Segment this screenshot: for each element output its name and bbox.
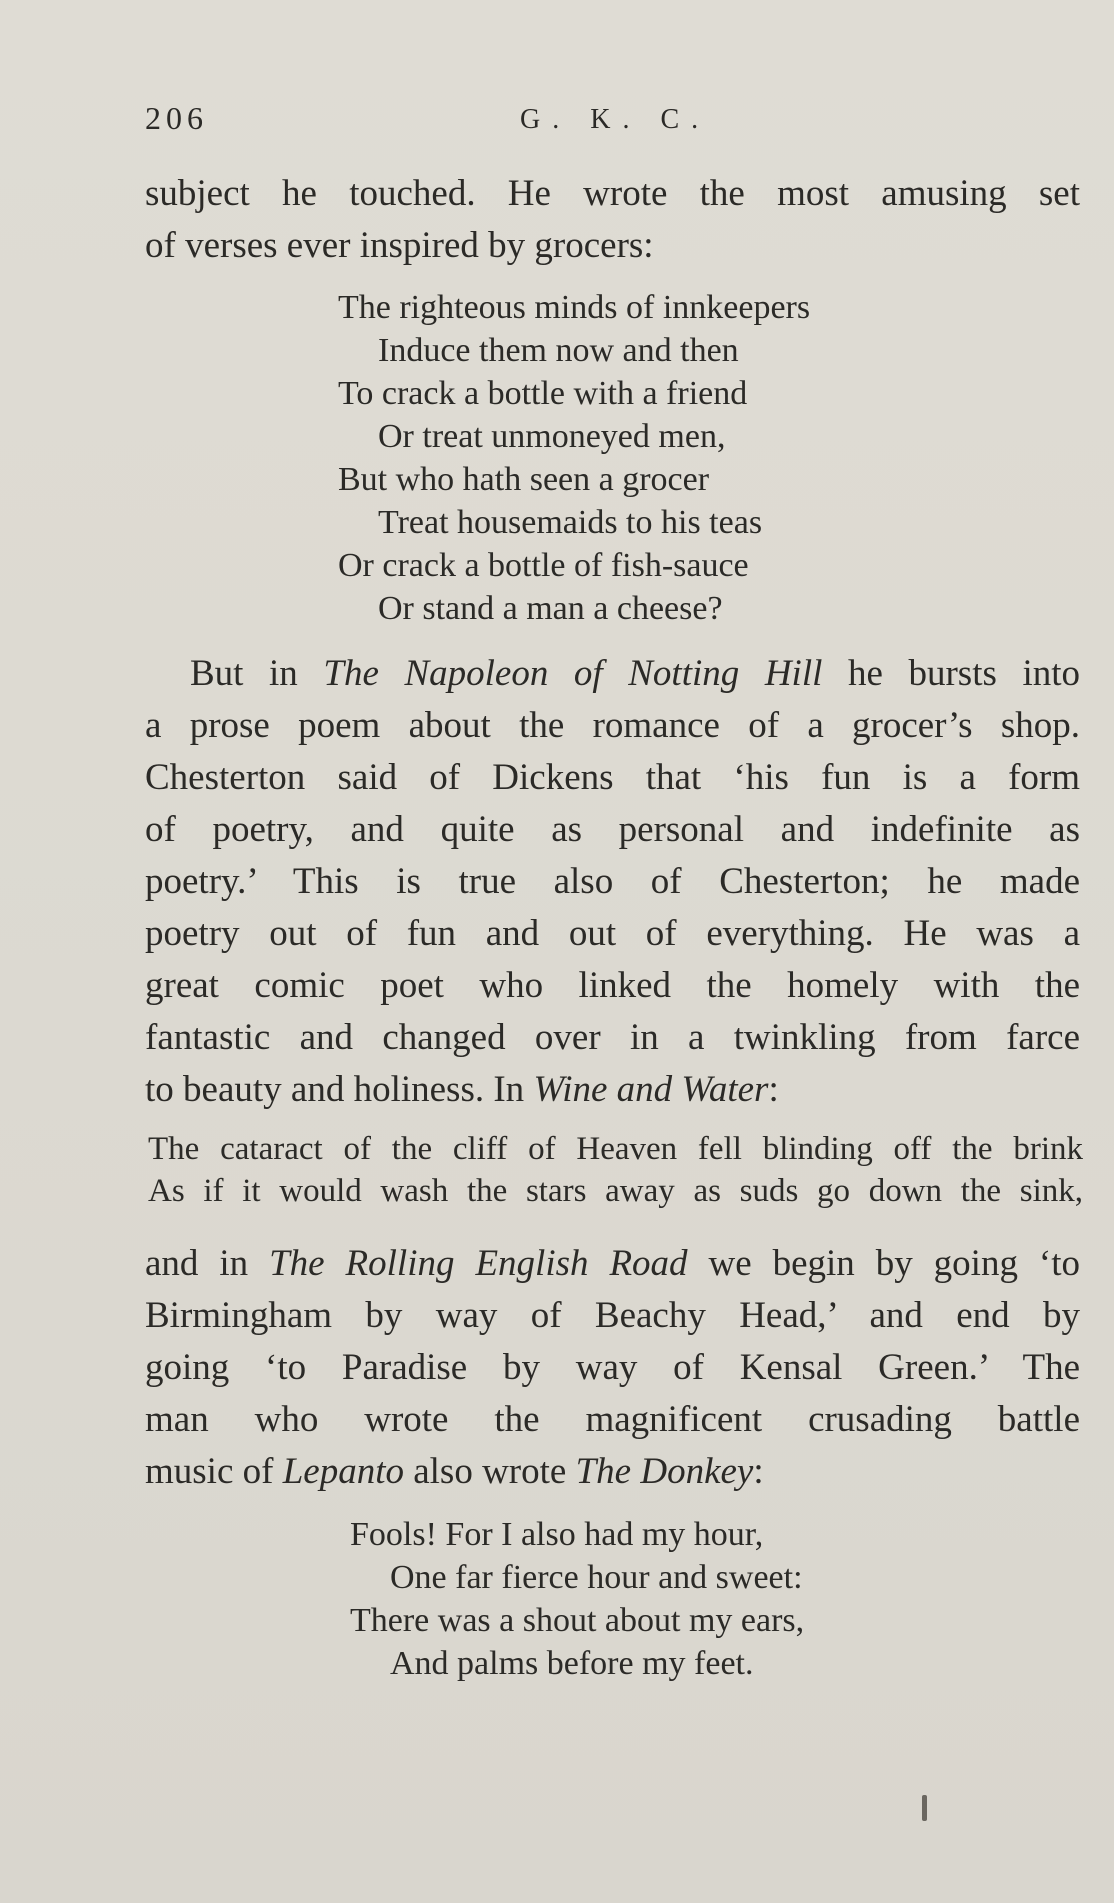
verse-line: One far fierce hour and sweet:: [390, 1559, 803, 1596]
verse-line: But who hath seen a grocer: [338, 461, 710, 498]
text-line: of poetry, and quite as personal and indefinite as: [145, 809, 1080, 850]
verse-line: And palms before my feet.: [390, 1645, 754, 1682]
verse-line: Treat housemaids to his teas: [378, 504, 763, 541]
italic-title: The Napoleon of Notting Hill: [323, 653, 823, 694]
body-paragraph: [145, 648, 1080, 1116]
italic-title: Wine and Water: [533, 1069, 769, 1110]
verse-line: Induce them now and then: [378, 332, 739, 369]
verse-line: Or crack a bottle of fish-sauce: [338, 547, 749, 584]
verse-grocers: [338, 286, 810, 630]
text-line: subject he touched. He wrote the most amusing set: [145, 173, 1080, 214]
text-line: fantastic and changed over in a twinkling from farce: [145, 1017, 1080, 1058]
verse-line: Or stand a man a cheese?: [378, 590, 723, 627]
intro-paragraph: [145, 168, 1080, 272]
italic-title: The Donkey: [575, 1451, 754, 1492]
body-paragraph: [145, 1238, 1080, 1498]
verse-line: There was a shout about my ears,: [350, 1602, 805, 1639]
page-header: [145, 100, 1015, 150]
quote-line: As if it would wash the stars away as suds go down the sink,: [148, 1173, 1083, 1209]
text-line: great comic poet who linked the homely with the: [145, 965, 1080, 1006]
verse-donkey: [350, 1513, 804, 1685]
verse-line: Fools! For I also had my hour,: [350, 1516, 764, 1553]
verse-line: To crack a bottle with a friend: [338, 375, 748, 412]
verse-line: Or treat unmoneyed men,: [378, 418, 726, 455]
italic-title: The Rolling English Road: [269, 1243, 688, 1284]
text-line: But in The Napoleon of Notting Hill he bursts into: [190, 653, 1081, 694]
text-line: a prose poem about the romance of a grocer’s shop.: [145, 705, 1080, 746]
text-line: going ‘to Paradise by way of Kensal Green.’ The: [145, 1347, 1080, 1388]
page-number: 206: [145, 100, 208, 136]
text-line: poetry.’ This is true also of Chesterton; he made: [145, 861, 1080, 902]
verse-line: The righteous minds of innkeepers: [338, 289, 811, 326]
text-line: music of Lepanto also wrote The Donkey:: [145, 1451, 764, 1492]
quote-wine-and-water: [148, 1128, 1083, 1212]
text-line: Chesterton said of Dickens that ‘his fun is a form: [145, 757, 1080, 798]
text-line: poetry out of fun and out of everything. He was a: [145, 913, 1080, 954]
print-mark: [922, 1795, 927, 1821]
quote-line: The cataract of the cliff of Heaven fell blinding off the brink: [148, 1131, 1083, 1167]
text-line: of verses ever inspired by grocers:: [145, 225, 654, 266]
text-line: to beauty and holiness. In Wine and Water:: [145, 1069, 779, 1110]
text-line: and in The Rolling English Road we begin by going ‘to: [145, 1243, 1081, 1284]
text-line: Birmingham by way of Beachy Head,’ and end by: [145, 1295, 1080, 1336]
italic-title: Lepanto: [282, 1451, 404, 1492]
text-line: man who wrote the magnificent crusading battle: [145, 1399, 1080, 1440]
running-head: G. K. C.: [520, 104, 711, 135]
